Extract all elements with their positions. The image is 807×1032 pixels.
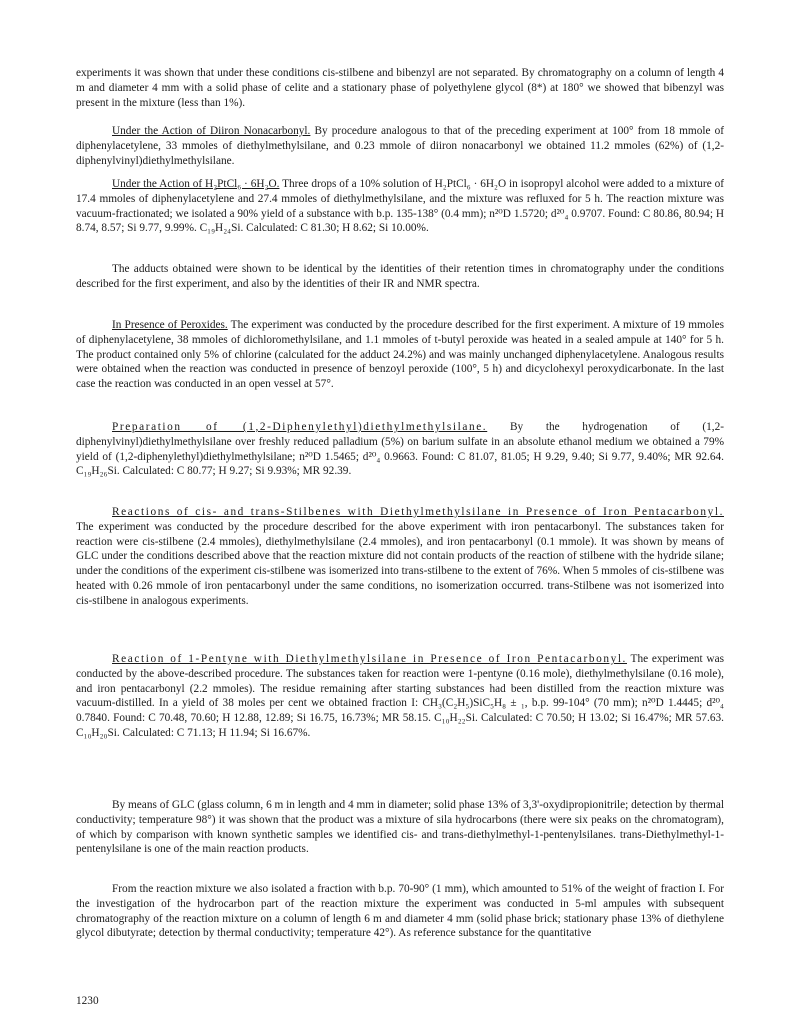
- paragraph-bibenzyl-note: [76, 66, 724, 110]
- paragraph-text: By procedure analogous to that of the preceding experiment at 100° from 18 mmole of diphenylacetylene, 33 mmoles of diethylmethylsilane, and 0.23 mmole of diiron nonacarbonyl we obtained 11.2 mmoles (62%) of (1,2-diphenylvinyl)diethylmethylsilane.: [76, 125, 725, 167]
- section-heading: Reaction of 1-Pentyne with Diethylmethylsilane in Presence of Iron Pentacarbonyl.: [112, 653, 627, 665]
- paragraph-text: The experiment was conducted by the procedure described for the above experiment with iron pentacarbonyl. The substances taken for reaction were cis-stilbene (2.4 mmoles), diethylmethylsilane (2.4 mmoles), and iron pentacarbonyl (0.1 mmole). It was shown by means of GLC under the conditions described above that the reaction mixture did not contain products of the reaction of stilbene with the hydride silane; under the conditions of the experiment cis-stilbene was isomerized into trans-stilbene to the extent of 76%. When 5 mmoles of cis-stilbene was heated with 0.26 mmole of iron pentacarbonyl under the same conditions, no isomerization occurred. trans-Stilbene was not isomerized into cis-stilbene in analogous experiments.: [76, 520, 724, 607]
- paragraph-glc-analysis: [76, 798, 724, 857]
- paragraph-fraction-isolation: [76, 882, 724, 941]
- page-number: 1230: [76, 995, 99, 1007]
- section-heading: Under the Action of Diiron Nonacarbonyl.: [112, 125, 311, 137]
- paragraph-text: The experiment was conducted by the procedure described for the first experiment. A mixture of 19 mmoles of diphenylacetylene, 38 mmoles of dichloromethylsilane, and 1.1 mmoles of t-butyl peroxide was heated in a sealed ampule at 140° for 5 h. The product contained only 5% of chlorine (calculated for the adduct 24.2%) and was mainly unchanged diphenylacetylene. Analogous results were obtained when the reaction was conducted in presence of benzoyl peroxide (100°, 5 h) and dicyclohexyl peroxydicarbonate. In the last case the reaction was conducted in an open vessel at 57°.: [76, 319, 724, 391]
- paragraph-text: By means of GLC (glass column, 6 m in length and 4 mm in diameter; solid phase 13% of 3,3'-oxydipropionitrile; detection by thermal conductivity; temperature 98°) it was shown that the product was a mixture of sila hydrocarbons (there were six peaks on the chromatogram), of which by comparison with known synthetic samples we identified cis- and trans-diethylmethyl-1-pentenylsilanes. trans-Diethylmethyl-1-pentenylsilane is one of the main reaction products.: [76, 799, 724, 856]
- paragraph-diiron-nonacarbonyl: [76, 124, 724, 168]
- paragraph-text: The adducts obtained were shown to be identical by the identities of their retention times in chromatography under the conditions described for the first experiment, and also by the identities of their IR and NMR spectra.: [76, 263, 724, 290]
- paragraph-chloroplatinic-acid: [76, 177, 724, 236]
- section-heading: In Presence of Peroxides.: [112, 319, 228, 331]
- paragraph-text: By the hydrogenation of (1,2-diphenylvinyl)diethylmethylsilane over freshly reduced palladium (5%) on barium sulfate in an absolute ethanol medium we obtained a 79% yield of (1,2-diphenylethyl)diethylmethylsilane; n²⁰D 1.5465; d²⁰₄ 0.9663. Found: C 81.07, 81.05; H 9.29, 9.40; Si 9.77, 9.40%; MR 92.64. C₁₉H₂₆Si. Calculated: C 80.77; H 9.27; Si 9.93%; MR 92.39.: [76, 421, 725, 478]
- paragraph-hydrogenation: [76, 420, 724, 479]
- section-heading: Under the Action of H₂PtCl₆ · 6H₂O.: [112, 178, 280, 190]
- paragraph-text: experiments it was shown that under these conditions cis-stilbene and bibenzyl are not separated. By chromatography on a column of length 4 m and diameter 4 mm with a solid phase of celite and a stationary phase of polyethylene glycol (8*) at 180° we showed that bibenzyl was present in the mixture (less than 1%).: [76, 67, 724, 109]
- section-heading: Reactions of cis- and trans-Stilbenes with Diethylmethylsilane in Presence of Iron Pentacarbonyl.: [112, 506, 724, 518]
- paragraph-peroxides: [76, 318, 724, 392]
- section-heading: Preparation of (1,2-Diphenylethyl)diethylmethylsilane.: [112, 421, 488, 433]
- paragraph-pentyne: [76, 652, 724, 741]
- paragraph-text: The experiment was conducted by the above-described procedure. The substances taken for reaction were 1-pentyne (0.16 mole), diethylmethylsilane (0.16 mole), and iron pentacarbonyl (2.2 mmoles). The residue remaining after starting substances had been distilled from the reaction mixture was vacuum-distilled. In a yield of 38 moles per cent we obtained fraction I: CH₃(C₂H₅)SiC₅H₈ ± ₁, b.p. 99-104° (70 mm); n²⁰D 1.4445; d²⁰₄ 0.7840. Found: C 70.48, 70.60; H 12.88, 12.89; Si 16.75, 16.73%; MR 58.15. C₁₀H₂₂Si. Calculated: C 70.50; H 13.02; Si 16.47%; MR 57.63. C₁₀H₂₀Si. Calculated: C 71.13; H 11.94; Si 16.67%.: [76, 653, 724, 739]
- paragraph-adduct-identity: [76, 262, 724, 292]
- paragraph-text: Three drops of a 10% solution of H₂PtCl₆ · 6H₂O in isopropyl alcohol were added to a mixture of 17.4 mmoles of diphenylacetylene and 27.4 mmoles of diethylmethylsilane, and the mixture was refluxed for 5 h. The reaction mixture was vacuum-fractionated; we isolated a 90% yield of a substance with b.p. 135-138° (0.4 mm); n²⁰D 1.5720; d²⁰₄ 0.9707. Found: C 80.86, 80.94; H 8.74, 8.57; Si 9.77, 9.99%. C₁₉H₂₄Si. Calculated: C 81.30; H 8.62; Si 10.00%.: [76, 178, 724, 235]
- paragraph-text: From the reaction mixture we also isolated a fraction with b.p. 70-90° (1 mm), which amounted to 51% of the weight of fraction I. For the investigation of the hydrocarbon part of the reaction mixture the experiment was conducted in 5-ml ampules with subsequent chromatography of the reaction mixture on a column of length 6 m and diameter 4 mm (solid phase brick; stationary phase 13% of diethylene glycol dibutyrate; detection by thermal conductivity; temperature 42°). As reference substance for the quantitative: [76, 883, 724, 940]
- paragraph-stilbenes: [76, 505, 724, 609]
